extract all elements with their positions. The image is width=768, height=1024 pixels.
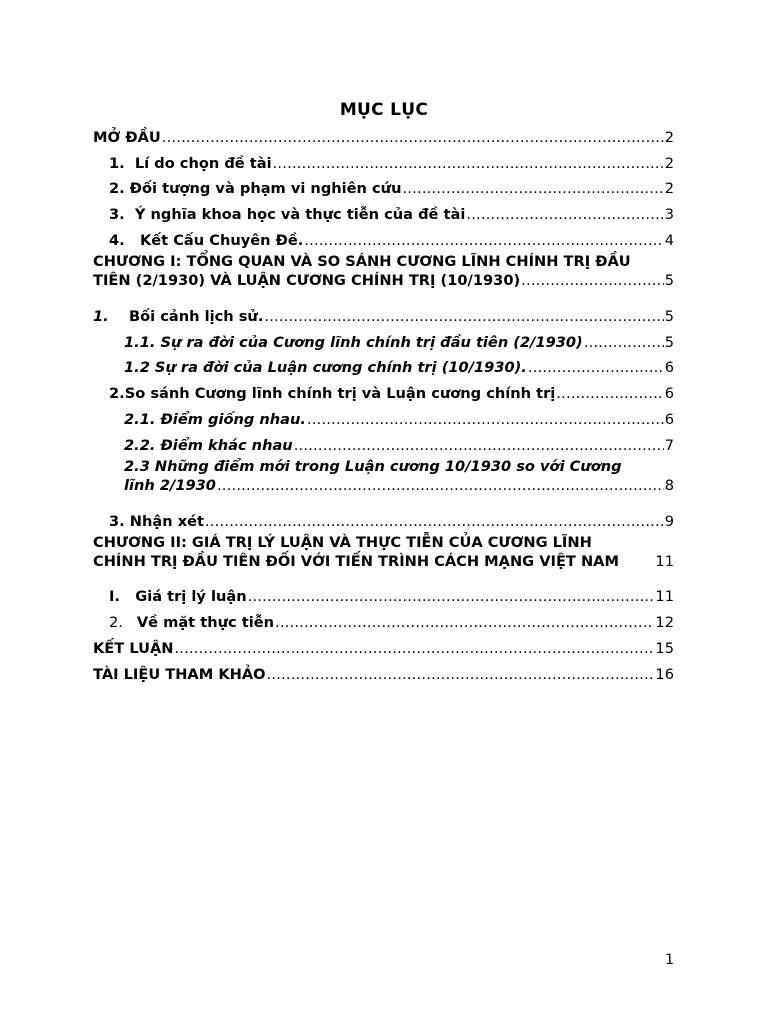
dot-leader — [294, 436, 664, 455]
toc-entry-text: TÀI LIỆU THAM KHẢO — [93, 665, 266, 683]
toc-page-number: 2 — [664, 128, 674, 146]
toc-entry[interactable] — [93, 300, 674, 326]
toc-entry-text: Về mặt thực tiễn — [136, 614, 274, 632]
dot-leader — [267, 665, 655, 684]
toc-entry[interactable] — [93, 198, 674, 224]
toc-page-number: 5 — [664, 307, 674, 325]
dot-leader — [307, 410, 664, 429]
toc-entry[interactable] — [93, 505, 674, 531]
toc-entry-text: 2.2. Điểm khác nhau — [124, 436, 293, 454]
toc-page-number: 16 — [655, 665, 674, 683]
dot-leader — [264, 307, 663, 326]
dot-leader — [217, 476, 664, 495]
toc-entry-text: 2.So sánh Cương lĩnh chính trị và Luận cương chính trị — [109, 385, 556, 403]
toc-page-number: 2 — [664, 180, 674, 198]
page-number: 1 — [665, 952, 674, 968]
toc-entry[interactable] — [93, 173, 674, 199]
toc-entry-text: 2. Đối tượng và phạm vi nghiên cứu — [109, 180, 402, 198]
toc-page-number: 12 — [655, 614, 674, 632]
toc-page-number: 3 — [664, 206, 674, 224]
toc-page-number: 15 — [655, 639, 674, 657]
dot-leader — [556, 384, 663, 403]
toc-page-number: 8 — [664, 476, 674, 494]
toc-entry[interactable] — [93, 147, 674, 173]
toc-page-number: 6 — [664, 359, 674, 377]
toc-entry-text: 1. — [93, 307, 109, 325]
toc-entry-text: 1. Lí do chọn đề tài — [109, 154, 272, 172]
toc-entry-text: KẾT LUẬN — [93, 639, 174, 657]
toc-entry-text: 3. Ý nghĩa khoa học và thực tiễn của đề tài — [109, 206, 466, 224]
toc-entry-text: Giá trị lý luận — [135, 588, 247, 606]
toc-entry[interactable] — [93, 250, 674, 300]
toc-entry-text-line: CHƯƠNG II: GIÁ TRỊ LÝ LUẬN VÀ THỰC TIỄN CỦA CƯƠNG LĨNH — [93, 533, 592, 551]
dot-leader — [248, 587, 655, 606]
toc-entry-text-line: CHÍNH TRỊ ĐẦU TIÊN ĐỐI VỚI TIẾN TRÌNH CÁCH MẠNG VIỆT NAM — [93, 552, 620, 570]
dot-leader — [162, 128, 664, 147]
toc-entry-text: Kết Cấu Chuyên Đề. — [139, 231, 304, 249]
toc-page-number: 6 — [664, 410, 674, 428]
toc-page-number: 11 — [655, 588, 674, 606]
toc-entry-text-line: TIÊN (2/1930) VÀ LUẬN CƯƠNG CHÍNH TRỊ (10/1930) — [93, 271, 521, 289]
toc-entry[interactable] — [93, 455, 674, 505]
dot-leader — [273, 154, 664, 173]
toc-page-number: 5 — [664, 333, 674, 351]
toc-page-number: 2 — [664, 154, 674, 172]
toc-entry-text: 2.1. Điểm giống nhau. — [124, 410, 306, 428]
toc-entry-text: 4. — [109, 231, 140, 249]
toc-entry[interactable] — [93, 429, 674, 455]
toc-entry[interactable] — [93, 377, 674, 403]
toc-entry[interactable] — [93, 606, 674, 632]
dot-leader — [174, 639, 654, 658]
toc-entry[interactable] — [93, 326, 674, 352]
toc-entry[interactable] — [93, 581, 674, 607]
dot-leader — [521, 271, 664, 290]
toc-entry-text: MỞ ĐẦU — [93, 128, 161, 146]
toc-entry-text: 1.1. Sự ra đời của Cương lĩnh chính trị đầu tiên (2/1930) — [124, 333, 583, 351]
toc-entry[interactable] — [93, 224, 674, 250]
dot-leader — [205, 512, 664, 531]
toc-page-number: 6 — [664, 385, 674, 403]
toc-page-number: 11 — [655, 552, 674, 570]
toc-page-number: 7 — [664, 436, 674, 454]
dot-leader — [528, 358, 664, 377]
toc-entry-text: 1.2 Sự ra đời của Luận cương chính trị (10/1930). — [124, 359, 527, 377]
toc-entry[interactable] — [93, 658, 674, 684]
toc-page-number: 5 — [664, 271, 674, 289]
toc-entry-text: I. — [109, 588, 136, 606]
toc-entry-text-line: 2.3 Những điểm mới trong Luận cương 10/1930 so với Cương — [124, 457, 622, 475]
toc-entry[interactable] — [93, 121, 674, 147]
toc-entry-text-line: CHƯƠNG I: TỔNG QUAN VÀ SO SÁNH CƯƠNG LĨNH CHÍNH TRỊ ĐẦU — [93, 252, 631, 270]
table-of-contents — [93, 121, 674, 684]
toc-entry-text: 3. Nhận xét — [109, 512, 204, 530]
toc-page-number: 4 — [664, 231, 674, 249]
toc-title: MỤC LỤC — [339, 100, 429, 120]
toc-entry[interactable] — [93, 403, 674, 429]
dot-leader — [584, 333, 664, 352]
toc-entry-text-line: lĩnh 2/1930 — [124, 476, 216, 494]
toc-entry[interactable] — [93, 632, 674, 658]
toc-entry[interactable] — [93, 352, 674, 378]
dot-leader — [466, 205, 663, 224]
toc-page-number: 9 — [664, 512, 674, 530]
dot-leader — [275, 613, 654, 632]
toc-entry[interactable] — [93, 531, 674, 581]
dot-leader — [304, 231, 663, 250]
toc-entry-text: Bối cảnh lịch sử. — [108, 307, 264, 325]
toc-entry-text: 2. — [109, 614, 137, 632]
dot-leader — [402, 179, 663, 198]
